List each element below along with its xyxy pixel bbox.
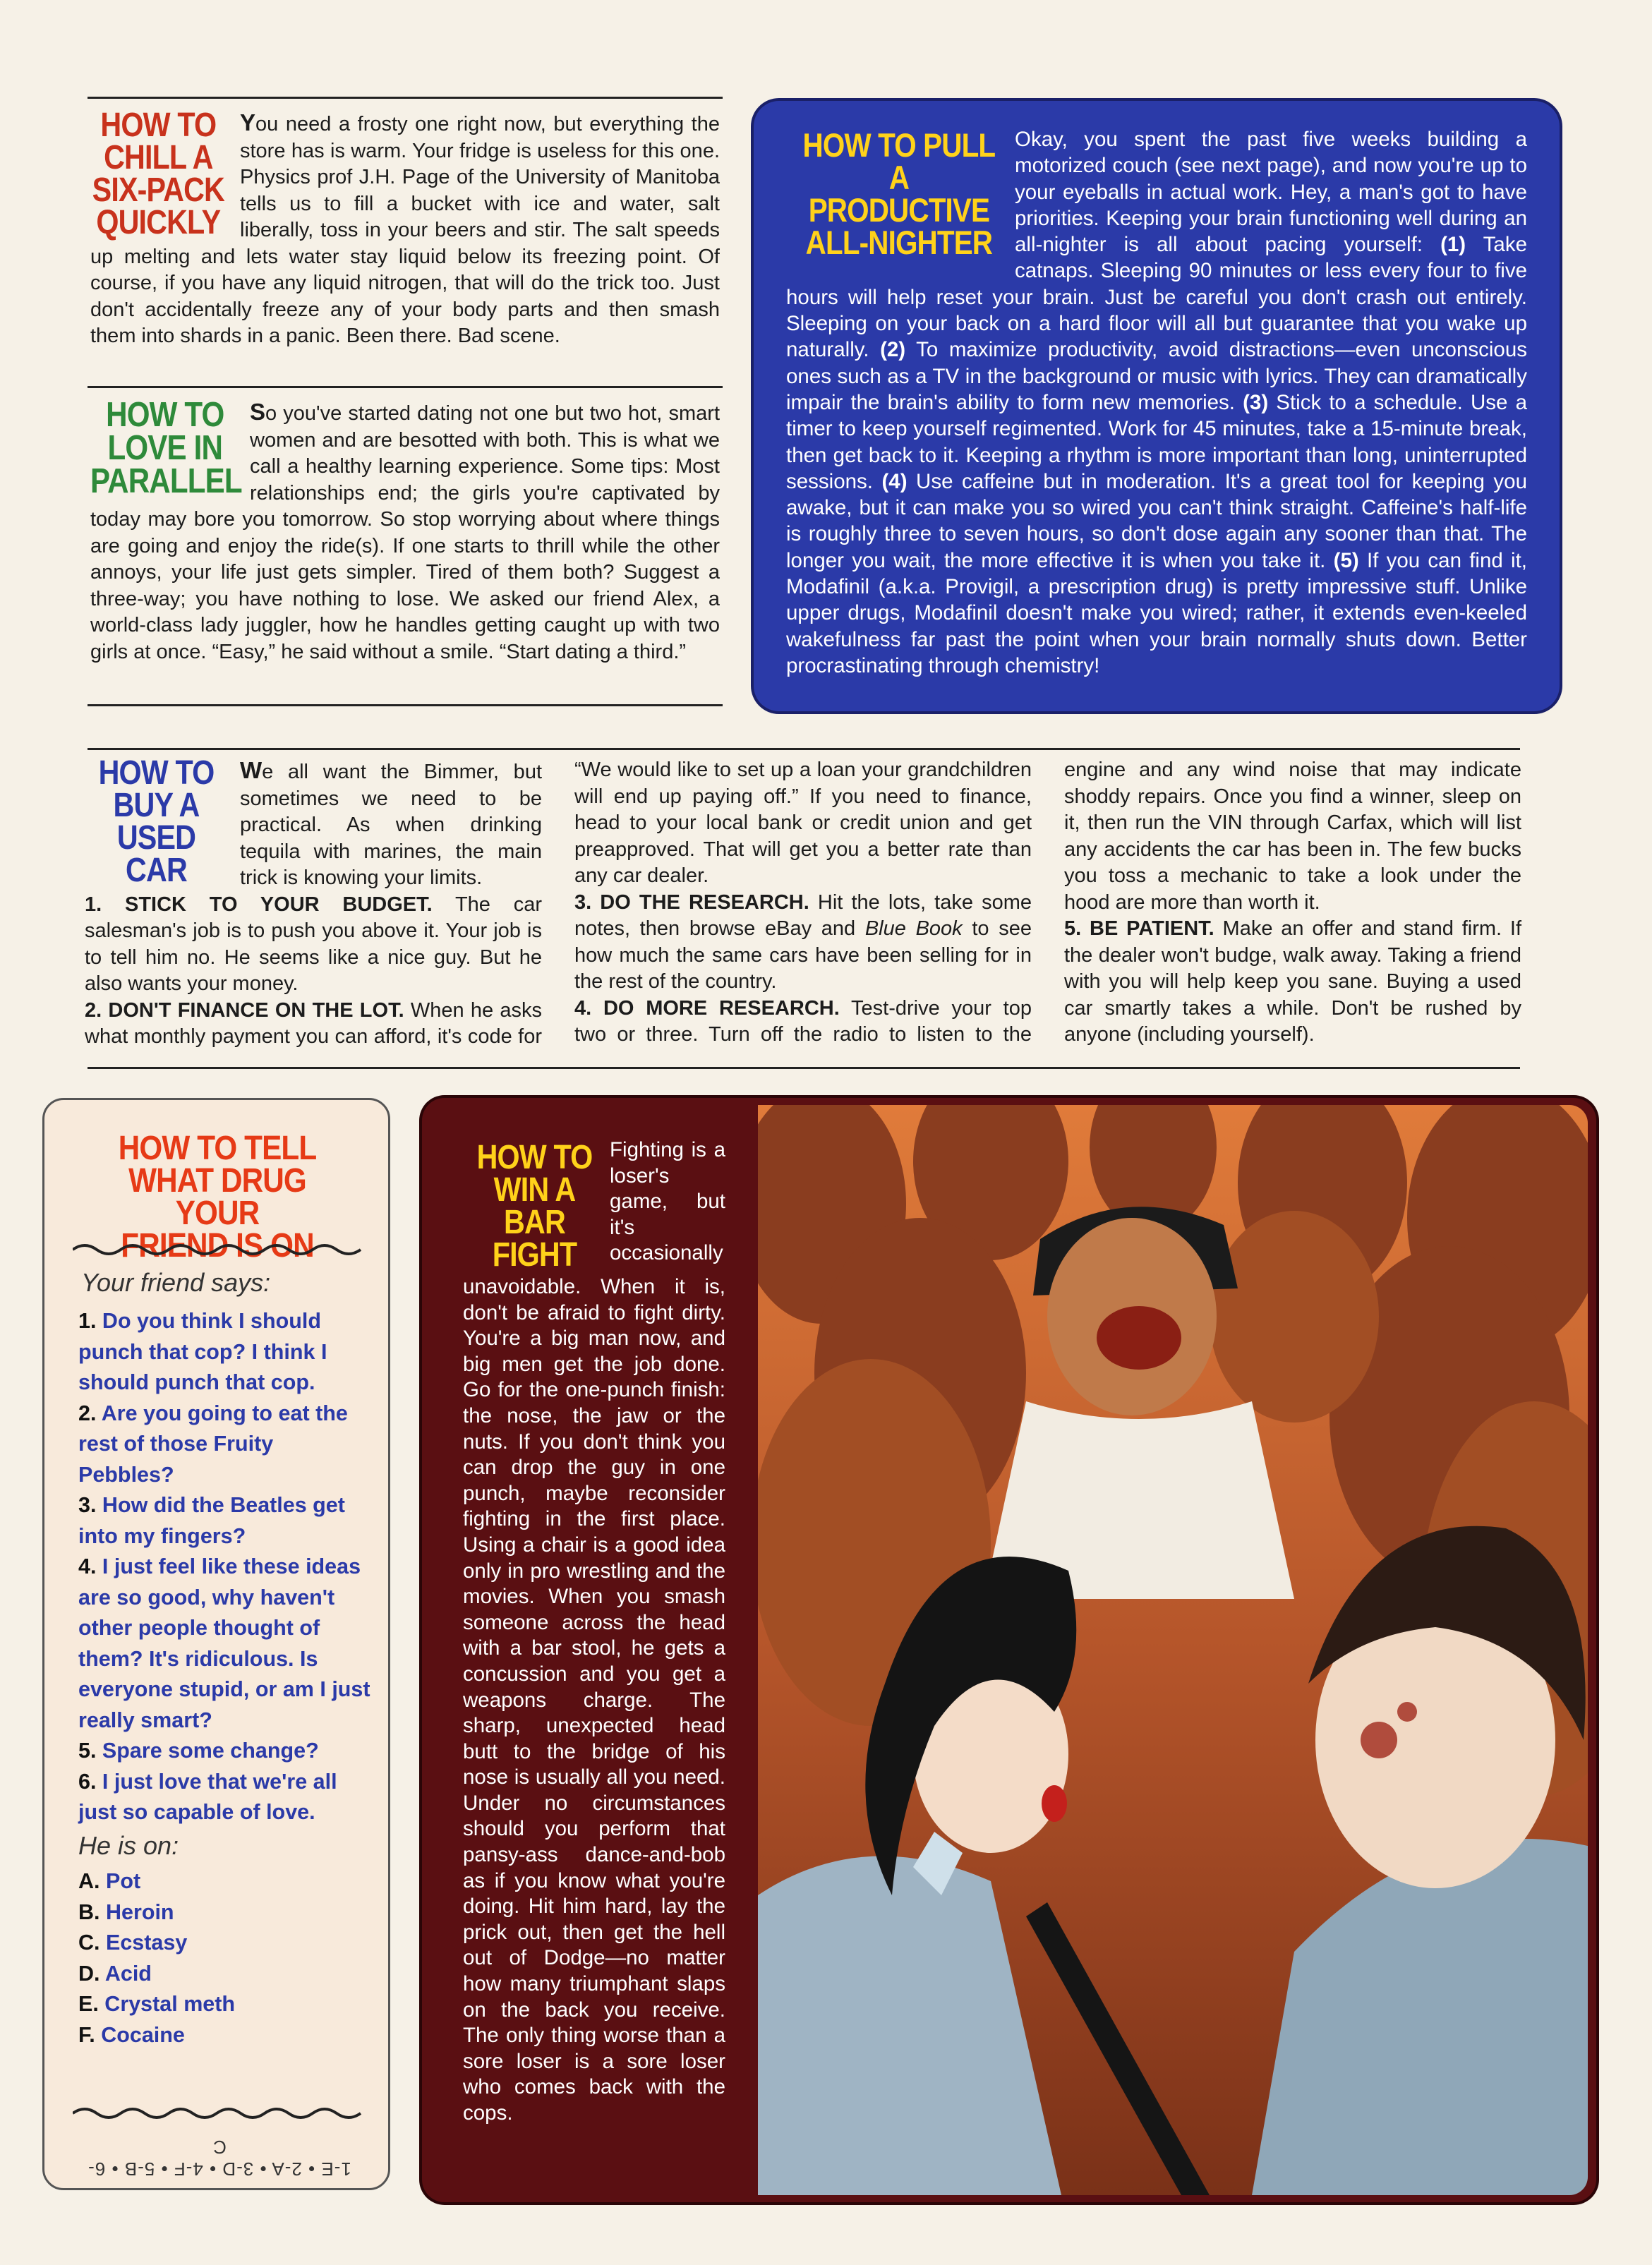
answer-list bbox=[78, 1866, 375, 2050]
title-line: BAR FIGHT bbox=[492, 1204, 577, 1274]
step-text: to see how much the same cars have been selling for in the rest of the country. bbox=[574, 917, 1032, 993]
quote-text: I just feel like these ideas are so good, why haven't other people thought of them? It's ridiculous. Is everyone stupid, or am I just really smart? bbox=[78, 1554, 370, 1732]
step-text: The car salesman's job is to push you above it. Your job is to tell him no. He seems like a nice guy. But he also wants your money. bbox=[85, 893, 542, 995]
article-title bbox=[799, 126, 999, 261]
article-text-column bbox=[463, 1137, 725, 2127]
article-title bbox=[90, 396, 242, 500]
answer-letter: B. bbox=[78, 1899, 100, 1924]
title-line: HOW TO PULL bbox=[802, 126, 996, 164]
step-heading: 5. BE PATIENT. bbox=[1064, 917, 1214, 940]
title-line: WIN A bbox=[493, 1171, 576, 1209]
quote-item bbox=[78, 1767, 375, 1828]
tip-text: If you can find it, Modafinil (a.k.a. Provigil, a prescription drug) is pretty impressive stuff. Unlike upper drugs, Modafinil doesn't make you wired; rather, it extends even-keeled wakefulness far past the point when your brain normally shuts down. Better procrastinating through chemistry! bbox=[786, 548, 1527, 677]
tip-number: (3) bbox=[1243, 390, 1269, 414]
article-used-car bbox=[85, 754, 1522, 1053]
article-bar-fight bbox=[422, 1098, 1596, 2202]
title-line: WHAT DRUG YOUR bbox=[128, 1162, 306, 1232]
quote-item bbox=[78, 1306, 375, 1399]
quote-number: 2. bbox=[78, 1401, 97, 1425]
answer-item bbox=[78, 1897, 375, 1928]
quote-item bbox=[78, 1552, 375, 1736]
rule-car-top bbox=[88, 748, 1520, 750]
title-line: CHILL A bbox=[104, 139, 213, 176]
step-text-italic: Blue Book bbox=[864, 917, 963, 940]
title-line: LOVE IN bbox=[107, 429, 223, 467]
tip-number: (4) bbox=[881, 469, 908, 493]
answer-item bbox=[78, 1866, 375, 1897]
rule-car-bottom bbox=[88, 1067, 1520, 1069]
step-text: When he asks what monthly payment you can afford, it's code for “We would like to set up a loan your grandchildren will end up paying off.” If you need to finance, head to your local bank or credit union and get preapproved. That will get you a better rate than any car dealer. bbox=[85, 759, 1032, 1048]
answer-text: Ecstasy bbox=[100, 1931, 188, 1955]
article-title bbox=[463, 1139, 606, 1274]
quote-list bbox=[78, 1306, 375, 1828]
drop-letter: W bbox=[240, 757, 263, 783]
quote-text: Do you think I should punch that cop? I think I should punch that cop. bbox=[78, 1309, 327, 1394]
answer-key-upside-down: 1-E • 2-A • 3-D • 4-F • 5-B • 6-C bbox=[88, 2137, 351, 2180]
quote-number: 5. bbox=[78, 1739, 97, 1763]
drop-letter: Y bbox=[240, 109, 256, 135]
step-heading: 2. DON'T FINANCE ON THE LOT. bbox=[85, 998, 404, 1022]
tip-text: Stick to a schedule. Use a timer to keep yourself regimented. Work for 45 minutes, take a 15-minute break, then get back to it. Keeping a rhythm is more important than long, uninterrupted sessions. bbox=[786, 390, 1527, 493]
quote-number: 3. bbox=[78, 1493, 97, 1517]
answer-text: Acid bbox=[100, 1961, 152, 1986]
article-intro: Okay, you spent the past five weeks building a motorized couch (see next page), and now you're up to your eyeballs in actual work. Hey, a man's got to have priorities. Keeping your brain functioning well during an all-nighter is all about pacing yourself: bbox=[1015, 128, 1527, 257]
step-text: Hit the lots, take some notes, then browse eBay and bbox=[574, 890, 1032, 940]
title-line: BUY A bbox=[113, 787, 200, 824]
rule-mid-left bbox=[88, 386, 723, 388]
answer-item bbox=[78, 1989, 375, 2020]
tip-text: Use caffeine but in moderation. It's a great tool for keeping you awake, but it can make you so wired you can't think straight. Caffeine's half-life is roughly three to seven hours, so don't dose again any sooner than that. The longer you wait, the more effective it is when you take it. bbox=[786, 469, 1527, 572]
rule-bottom-left bbox=[88, 704, 723, 706]
title-line: ALL-NIGHTER bbox=[805, 224, 993, 261]
tip-number: (2) bbox=[880, 338, 906, 362]
title-line: HOW TO bbox=[106, 396, 224, 434]
rule-top-left bbox=[88, 97, 723, 99]
quote-text: Spare some change? bbox=[96, 1739, 319, 1763]
answer-text: Heroin bbox=[100, 1899, 174, 1924]
title-line: QUICKLY bbox=[96, 204, 221, 241]
article-intro: e all want the Bimmer, but sometimes we need to be practical. As when drinking tequila with marines, the main trick is knowing your limits. bbox=[240, 761, 542, 889]
answer-letter: E. bbox=[78, 1992, 99, 2016]
answer-text: Crystal meth bbox=[98, 1992, 236, 2016]
step-heading: 3. DO THE RESEARCH. bbox=[574, 890, 809, 914]
tip-text: To maximize productivity, avoid distractions—even unconscious ones such as a TV in the background or music with lyrics. They can dramatically impair the brain's ability to form new memories. bbox=[786, 338, 1527, 414]
answer-letter: F. bbox=[78, 2022, 95, 2047]
answer-item bbox=[78, 2020, 375, 2051]
article-body: o you've started dating not one but two hot, smart women and are besotted with both. This is what we call a healthy learning experience. Some tips: Most relationships end; the girls you're captivated by today may bore you tomorrow. So stop worrying about where things are going and enjoy the ride(s). If one starts to thrill while the other annoys, your life just gets simpler. Tired of them both? Suggest a three-way; you have nothing to lose. We asked our friend Alex, a world-class lady juggler, how he handles getting caught up with two girls at once. “Easy,” he said without a smile. “Start dating a third.” bbox=[90, 402, 720, 663]
he-is-on-label: He is on: bbox=[78, 1831, 179, 1860]
article-drug-quiz bbox=[42, 1098, 390, 2190]
tip-number: (1) bbox=[1440, 233, 1466, 257]
quote-number: 6. bbox=[78, 1769, 97, 1794]
step-text: Make an offer and stand firm. If the dealer won't budge, walk away. Taking a friend with you will help keep you sane. Buying a used car smartly takes a while. Don't be rushed by anyone (including yourself). bbox=[1064, 917, 1522, 1046]
title-line: HOW TO bbox=[476, 1139, 593, 1176]
title-line: HOW TO bbox=[100, 107, 217, 144]
title-line: FRIEND IS ON bbox=[121, 1227, 314, 1264]
article-title bbox=[90, 109, 227, 239]
step-heading: 4. DO MORE RESEARCH. bbox=[574, 996, 840, 1020]
title-line: A PRODUCTIVE bbox=[808, 159, 990, 229]
illustration-art bbox=[758, 1105, 1588, 2195]
answer-letter: C. bbox=[78, 1931, 100, 1955]
bar-fight-illustration bbox=[758, 1105, 1588, 2195]
title-line: HOW TO bbox=[98, 754, 215, 792]
tip-number: (5) bbox=[1333, 548, 1359, 572]
quote-text: How did the Beatles get into my fingers? bbox=[78, 1493, 345, 1548]
answer-letter: A. bbox=[78, 1869, 100, 1893]
step-heading: 1. STICK TO YOUR BUDGET. bbox=[85, 893, 433, 916]
answer-text: Pot bbox=[100, 1869, 141, 1893]
drop-letter: S bbox=[250, 399, 266, 425]
friend-says-label: Your friend says: bbox=[81, 1268, 271, 1297]
title-line: PARALLEL bbox=[90, 462, 242, 500]
answer-item bbox=[78, 1959, 375, 1990]
quote-number: 4. bbox=[78, 1554, 97, 1578]
article-lead: Fighting is a loser's game, but it's occasionally unavoidable. bbox=[463, 1138, 725, 1298]
quote-item bbox=[78, 1399, 375, 1491]
article-body: ou need a frosty one right now, but everything the store has is warm. Your fridge is useless for this one. Physics prof J.H. Page of the University of Manitoba tells us to fill a bucket with ice and water, salt liberally, toss in your beers and stir. The salt speeds up melting and lets water stay liquid below its freezing point. Of course, if you have any liquid nitrogen, that will do the trick too. Just don't accidentally freeze any of your body parts and then smash them into shards in a panic. Been there. Bad scene. bbox=[90, 113, 720, 347]
answer-letter: D. bbox=[78, 1961, 100, 1986]
wavy-divider bbox=[73, 2105, 362, 2122]
title-line: SIX-PACK bbox=[92, 171, 224, 209]
answer-text: Cocaine bbox=[95, 2022, 185, 2047]
quote-text: I just love that we're all just so capable of love. bbox=[78, 1769, 337, 1824]
quote-number: 1. bbox=[78, 1309, 97, 1333]
quote-item bbox=[78, 1736, 375, 1767]
quote-text: Are you going to eat the rest of those Fruity Pebbles? bbox=[78, 1401, 348, 1487]
title-line: USED CAR bbox=[116, 819, 196, 889]
article-body: When it is, don't be afraid to fight dirty. You're a big man now, and big men get the job done. Go for the one-punch finish: the nose, the jaw or the nuts. If you don't think you can drop the guy in one punch, maybe reconsider fighting in the first place. Using a chair is a good idea only in pro wrestling and the movies. When you smash someone across the head with a bar stool, he gets a concussion and you get a weapons charge. The sharp, unexpected head butt to the bridge of his nose is usually all you need. Under no circumstances should you perform that pansy-ass dance-and-bob as if you know what you're doing. Hit him hard, lay the prick out, then get the hell out of Dodge—no matter how many triumphant slaps on the back you receive. The only thing worse than a sore loser is a sore loser who comes back with the cops. bbox=[463, 1275, 725, 2125]
article-all-nighter bbox=[754, 101, 1560, 711]
article-love-in-parallel bbox=[90, 396, 720, 665]
step-text: Test-drive your top two or three. Turn off the radio to listen to the engine and any wind noise that may indicate shoddy repairs. Once you find a winner, sleep on it, then run the VIN through Carfax, which will list any accidents the car has been in. The few bucks you toss a mechanic to take a look under the hood are more than worth it. bbox=[574, 759, 1521, 1046]
tip-text: Take catnaps. Sleeping 90 minutes or less every four to five hours will help reset your brain. Just be careful you don't crash out entirely. Sleeping on your back on a hard floor will all but guarantee that you wake up naturally. bbox=[786, 233, 1527, 362]
title-line: HOW TO TELL bbox=[118, 1130, 317, 1167]
wavy-divider bbox=[73, 1241, 362, 1258]
article-title bbox=[85, 754, 228, 889]
answer-item bbox=[78, 1928, 375, 1959]
quote-item bbox=[78, 1490, 375, 1552]
article-chill-six-pack bbox=[90, 109, 720, 350]
